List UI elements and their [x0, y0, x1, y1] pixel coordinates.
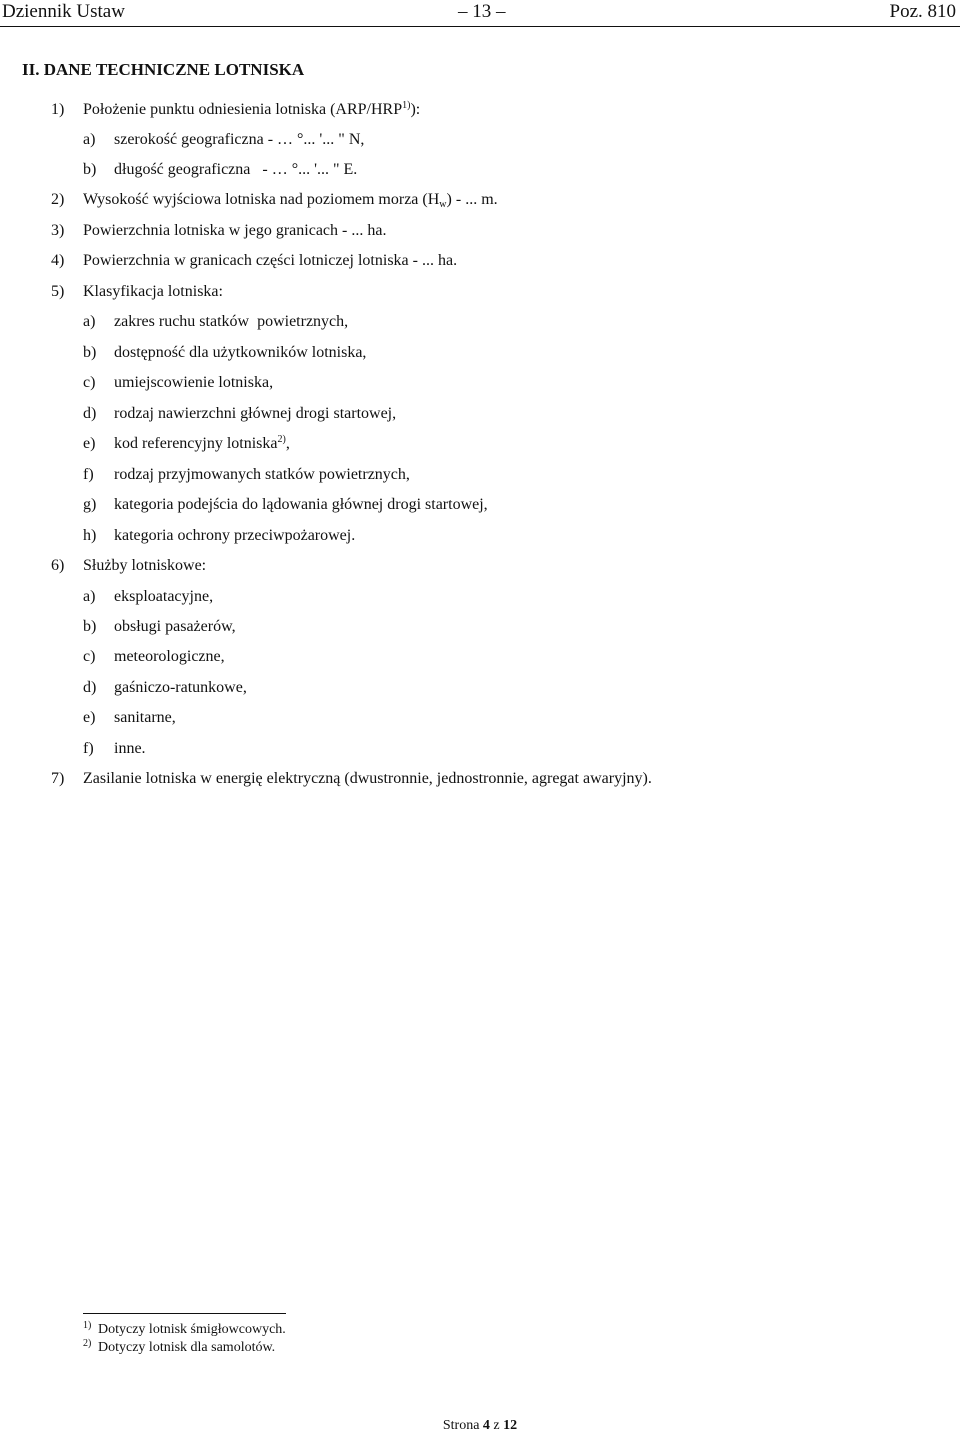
footer-sep: z — [493, 1418, 500, 1433]
item-text: Powierzchnia w granicach części lotniczej lotniska - ... ha. — [83, 252, 458, 269]
item-text — [114, 434, 290, 454]
item-letter: c) — [83, 374, 96, 391]
item-number: 7) — [51, 770, 65, 787]
item-text: meteorologiczne, — [114, 648, 225, 665]
footnote-text: Dotyczy lotnisk śmigłowcowych. — [98, 1322, 286, 1337]
journal-name: Dziennik Ustaw — [2, 1, 125, 22]
item-text — [83, 100, 420, 120]
item-letter: e) — [83, 709, 96, 726]
footnote-mark: 2) — [83, 1338, 92, 1349]
header-rule — [0, 26, 960, 27]
item-number: 3) — [51, 222, 65, 239]
item-text: inne. — [114, 740, 146, 757]
footnote-rule — [83, 1313, 286, 1314]
item-letter: c) — [83, 648, 96, 665]
item-text: gaśniczo-ratunkowe, — [114, 679, 247, 696]
item-text: Służby lotniskowe: — [83, 557, 207, 574]
item-text: Klasyfikacja lotniska: — [83, 283, 223, 300]
item-text-tail: ) - ... m. — [446, 191, 498, 208]
item-letter: b) — [83, 618, 97, 635]
item-text: dostępność dla użytkowników lotniska, — [114, 344, 367, 361]
item-number: 6) — [51, 557, 65, 574]
item-text-tail: ): — [410, 101, 421, 118]
item-text: długość geograficzna - … °... '... " E. — [114, 161, 358, 178]
item-letter: b) — [83, 161, 97, 178]
section-title: II. DANE TECHNICZNE LOTNISKA — [22, 60, 305, 79]
item-text-main: Położenie punktu odniesienia lotniska (ARP/HRP — [83, 101, 403, 118]
footer-total: 12 — [503, 1418, 518, 1433]
item-text — [83, 190, 498, 210]
item-text-main: kod referencyjny lotniska — [114, 435, 278, 452]
item-text: obsługi pasażerów, — [114, 618, 236, 635]
item-letter: f) — [83, 466, 94, 483]
item-letter: a) — [83, 588, 96, 605]
item-letter: g) — [83, 496, 97, 513]
item-number: 4) — [51, 252, 65, 269]
page-footer — [0, 1418, 960, 1434]
item-number: 5) — [51, 283, 65, 300]
item-text-tail: , — [285, 435, 290, 452]
item-letter: h) — [83, 527, 97, 544]
item-text-main: Wysokość wyjściowa lotniska nad poziomem morza (H — [83, 191, 440, 208]
item-text: kategoria ochrony przeciwpożarowej. — [114, 527, 356, 544]
item-text: zakres ruchu statków powietrznych, — [114, 313, 349, 330]
item-number: 2) — [51, 191, 65, 208]
item-text: kategoria podejścia do lądowania głównej drogi startowej, — [114, 496, 488, 513]
item-letter: f) — [83, 740, 94, 757]
item-letter: b) — [83, 344, 97, 361]
footer-page: 4 — [482, 1418, 490, 1433]
item-number: 1) — [51, 101, 65, 118]
item-text: sanitarne, — [114, 709, 176, 726]
subscript-w: w — [439, 199, 447, 210]
footnote-mark: 1) — [83, 1320, 92, 1331]
item-text: eksploatacyjne, — [114, 588, 214, 605]
item-letter: d) — [83, 679, 97, 696]
position-number: Poz. 810 — [889, 1, 956, 22]
item-text: szerokość geograficzna - … °... '... " N, — [114, 131, 365, 148]
item-text: umiejscowienie lotniska, — [114, 374, 274, 391]
footer-label: Strona — [442, 1418, 480, 1433]
item-letter: e) — [83, 435, 96, 452]
footnote-text: Dotyczy lotnisk dla samolotów. — [98, 1340, 276, 1355]
item-text: rodzaj nawierzchni głównej drogi startowej, — [114, 405, 397, 422]
footnote-ref-1: 1) — [402, 100, 411, 111]
item-letter: a) — [83, 131, 96, 148]
item-letter: a) — [83, 313, 96, 330]
item-letter: d) — [83, 405, 97, 422]
item-text: rodzaj przyjmowanych statków powietrznych, — [114, 466, 410, 483]
page-number-header: – 13 – — [458, 1, 506, 22]
footnote-ref-2: 2) — [277, 434, 286, 445]
item-text: Powierzchnia lotniska w jego granicach - ... ha. — [83, 222, 387, 239]
item-text: Zasilanie lotniska w energię elektryczną (dwustronnie, jednostronnie, agregat awaryjny). — [83, 770, 652, 787]
